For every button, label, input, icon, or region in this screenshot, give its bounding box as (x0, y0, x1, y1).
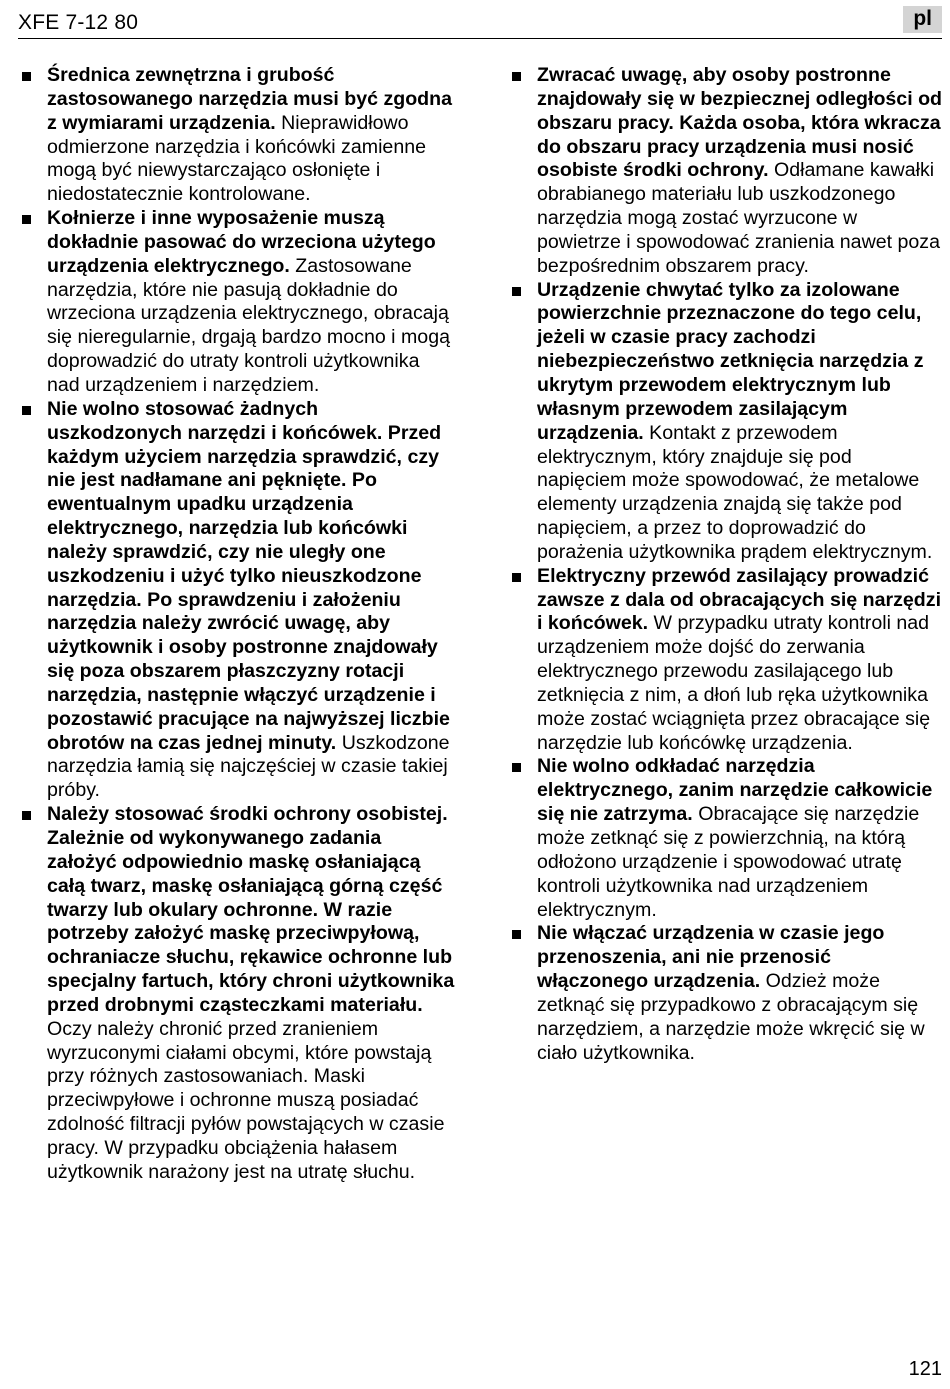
warning-text: Oczy należy chronić przed zranieniem wyrzuconymi ciałami obcymi, które powstają przy różnych zastosowaniach. Maski przeciwpyłowe i ochronne muszą posiadać zdolność filtracji pyłów powstających w czasie pracy. W przypadku obciążenia hałasem użytkownik narażony jest na utratę słuchu. (47, 1017, 445, 1183)
warning-heading: Zwracać uwagę, aby osoby postronne znajdowały się w bezpiecznej odległości od obszaru pracy. Każda osoba, która wkracza do obszaru pracy urządzenia musi nosić osobiste środki ochrony. (537, 64, 943, 182)
square-bullet-icon (512, 287, 521, 296)
warning-text: Obracające się narzędzie może zetknąć się z powierzchnią, na którą odłożono urządzenie i spowodować utratę kontroli użytkownika nad urządzeniem elektrycznym. (537, 803, 920, 921)
list-item (508, 755, 946, 922)
warning-heading: Średnica zewnętrzna i grubość zastosowanego narzędzia musi być zgodna z wymiarami urządzenia. (47, 64, 453, 134)
warning-text: Uszkodzone narzędzia łamią się najczęściej w czasie takiej próby. (47, 731, 450, 802)
header-divider (18, 38, 942, 39)
list-item (508, 64, 946, 279)
square-bullet-icon (22, 215, 31, 224)
document-title: XFE 7-12 80 (18, 11, 139, 34)
page-number: 121 (908, 1358, 942, 1380)
list-item (18, 207, 456, 398)
warning-text: Kontakt z przewodem elektrycznym, który znajduje się pod napięciem może spowodować, że metalowe elementy urządzenia znajdą się także pod napięciem, a przez to doprowadzić do porażenia użytkownika prądem elektrycznym. (537, 421, 933, 563)
square-bullet-icon (512, 930, 521, 939)
square-bullet-icon (512, 763, 521, 772)
square-bullet-icon (22, 406, 31, 415)
language-badge: pl (903, 6, 942, 33)
warning-text: Odzież może zetknąć się przypadkowo z obracającym się narzędziem, a narzędzie może wkręcić się w ciało użytkownika. (537, 970, 925, 1064)
warning-heading: Nie wolno stosować żadnych uszkodzonych narzędzi i końcówek. Przed każdym użyciem narzędzia sprawdzić, czy nie jest nadłamane ani pęknięte. Po ewentualnym upadku urządzenia elektrycznego, narzędzia lub końcówki należy sprawdzić, czy nie uległy one uszkodzeniu i użyć tylko nieuszkodzone narzędzia. Po sprawdzeniu i założeniu narzędzia należy zwrócić uwagę, aby użytkownik i osoby postronne znajdowały się poza obszarem płaszczyzny rotacji narzędzia, następnie włączyć urządzenie i pozostawić pracujące na najwyższej liczbie obrotów na czas jednej minuty. (47, 397, 450, 754)
list-item (18, 803, 456, 1185)
square-bullet-icon (512, 72, 521, 81)
warning-heading: Elektryczny przewód zasilający prowadzić zawsze z dala od obracających się narzędzi i końcówek. (537, 564, 942, 635)
warning-text: Nieprawidłowo odmierzone narzędzia i końcówki zamienne mogą być niewystarczająco osłonięte i niedostatecznie kontrolowane. (47, 111, 427, 206)
left-column (18, 64, 456, 1185)
warning-heading: Należy stosować środki ochrony osobistej. Zależnie od wykonywanego zadania założyć odpowiednio maskę osłaniającą całą twarz, maskę osłaniającą górną część twarzy lub okulary ochronne. W razie potrzeby założyć maskę przeciwpyłową, ochraniacze słuchu, rękawice ochronne lub specjalny fartuch, który chroni użytkownika przed drobnymi cząsteczkami materiału. (47, 803, 455, 1016)
list-item (508, 922, 946, 1065)
warning-text: W przypadku utraty kontroli nad urządzeniem może dojść do zerwania elektrycznego przewodu zasilającego lub zetknięcia z nim, a dłoń lub ręka użytkownika może zostać wciągnięta przez obracające się narzędzie lub końcówkę urządzenia. (537, 612, 931, 754)
list-item (18, 64, 456, 207)
list-item (508, 565, 946, 756)
square-bullet-icon (22, 811, 31, 820)
warning-heading: Nie włączać urządzenia w czasie jego przenoszenia, ani nie przenosić włączonego urządzenia. (537, 922, 885, 993)
right-column (508, 64, 946, 1065)
list-item (18, 398, 456, 803)
square-bullet-icon (22, 72, 31, 81)
warning-text: Odłamane kawałki obrabianego materiału lub uszkodzonego narzędzia mogą zostać wyrzucone w powietrze i spowodować zranienia nawet poza bezpośrednim obszarem pracy. (537, 159, 940, 277)
square-bullet-icon (512, 573, 521, 582)
warning-heading: Urządzenie chwytać tylko za izolowane powierzchnie przeznaczone do tego celu, jeżeli w czasie pracy zachodzi niebezpieczeństwo zetknięcia narzędzia z ukrytym przewodem elektrycznym lub własnym przewodem zasilającym urządzenia. (537, 278, 924, 444)
warning-text: Zastosowane narzędzia, które nie pasują dokładnie do wrzeciona urządzenia elektrycznego, obracają się nieregularnie, drgają bardzo mocno i mogą doprowadzić do utraty kontroli użytkownika nad urządzeniem i narzędziem. (47, 254, 450, 396)
warning-heading: Kołnierze i inne wyposażenie muszą dokładnie pasować do wrzeciona użytego urządzenia elektrycznego. (47, 207, 436, 277)
warning-heading: Nie wolno odkładać narzędzia elektrycznego, zanim narzędzie całkowicie się nie zatrzyma. (537, 755, 933, 826)
list-item (508, 279, 946, 565)
